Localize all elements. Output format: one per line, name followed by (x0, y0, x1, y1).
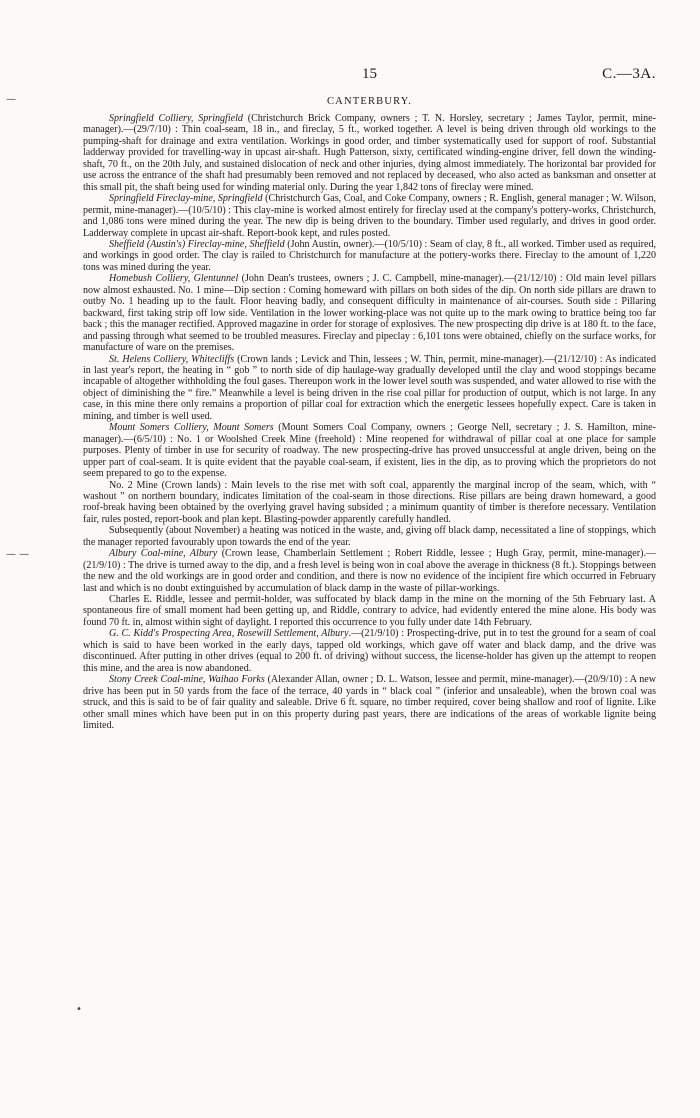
paragraph-title: Mount Somers Colliery, Mount Somers (109, 422, 274, 434)
paragraph (83, 674, 656, 731)
paragraph-text: (Mount Somers Coal Company, owners ; George Nell, secretary ; J. S. Hamilton, mine-manager).—(6/5/10) : No. 1 or Woolshed Creek Mine (freehold) : Mine reopened for withdrawal of pillar coal at one place for sample purposes. Plenty of timber in use for security of roadway. The new prospecting-drive has proved unsuccessful at angle driven, being on the upper part of coal-seam. It is quite evident that the payable coal-seam, if existent, lies in the dip, as to proving which the proprietors do not seem prepared to go to the expense. (83, 422, 656, 480)
page-header (83, 66, 656, 88)
paragraph (83, 422, 656, 479)
paragraph-text: (Christchurch Gas, Coal, and Coke Company, owners ; R. English, general manager ; W. Wilson, permit, mine-manager).—(10/5/10) : This clay-mine is worked almost entirely for fireclay used at the company's pottery-works, Christchurch, and 1,086 tons were mined during the year. The new dip is being driven to the boundary. Timber used regularly, and drives in good order. Ladderway complete in upcast air-shaft. Report-book kept, and rules posted. (83, 193, 656, 239)
paragraph (83, 480, 656, 526)
paragraph-text: (Crown lease, Chamberlain Settlement ; Robert Riddle, lessee ; Hugh Gray, permit, mine-manager).—(21/9/10) : The drive is turned away to the dip, and a fresh level is being won in coal above the average in thickness (8 ft.). Stoppings between the new and the old workings are in good order and condition, and there is now no evidence of the incipient fire which occurred in February last and which is no doubt extinguished by accumulation of black damp in the waste of pillar-workings. (83, 548, 656, 594)
paragraph-title: Springfield Colliery, Springfield (109, 113, 243, 124)
paragraph (83, 193, 656, 239)
paragraph-title: Albury Coal-mine, Albury (109, 548, 218, 560)
paragraph-title: Homebush Colliery, Glentunnel (109, 273, 239, 285)
paragraph-text: (John Austin, owner).—(10/5/10) : Seam of clay, 8 ft., all worked. Timber used as required, and workings in good order. The clay is railed to Christchurch for manufacture at the pottery-works there. Fireclay to the amount of 1,220 tons was mined during the year. (83, 238, 656, 273)
paragraph (83, 239, 656, 273)
paragraph (83, 548, 656, 594)
paragraph (83, 594, 656, 628)
paragraph-text: (Christchurch Brick Company, owners ; T. N. Horsley, secretary ; James Taylor, permit, mine-manager).—(29/7/10) : Thin coal-seam, 18 in., and fireclay, 5 ft., worked together. A level is being driven through old workings to the pumping-shaft for drainage and extra ventilation. Workings in good order, and timber systematically used for support of roof. Substantial ladderway provided for travelling-way in upcast air-shaft. Hugh Patterson, sixty, certificated winding-engine driver, fell down the winding-shaft, 70 ft., on the 20th July, and sustained dislocation of neck and other injuries, dying almost immediately. The horizontal bar provided for use across the entrance of the shaft had presumably been removed and not replaced by deceased, who also acted as banksman and onsetter at this small pit, the shaft being used for winding material only. During the year 1,842 tons of fireclay were mined. (83, 113, 656, 193)
paragraph (83, 525, 656, 548)
margin-mark-middle: — — (6, 549, 30, 560)
margin-mark-top: — (6, 94, 16, 105)
paragraph-text: (Crown lands ; Levick and Thin, lessees ; W. Thin, permit, mine-manager).—(21/12/10) : As indicated in last year's report, the heating in “ gob ” to north side of dip haulage-way gradually developed until the clay and wood stoppings became incapable of altogether withholding the foul gases. Thereupon work in the lower level south was suspended, and water allowed to rise with the object of diminishing the “ fire.” Meanwhile a level is being driven in the rise coal pillar for production of output, which is not large. In any case, in this mine there only remains a proportion of pillar coal for extraction which the energetic lessees hopefully expect. Care is taken in mining, and timber is well used. (83, 353, 656, 422)
paragraph (83, 113, 656, 193)
page-number: 15 (362, 66, 377, 82)
paragraph-title: Stony Creek Coal-mine, Waihao Forks (109, 674, 265, 686)
section-title: CANTERBURY. (326, 96, 413, 107)
paragraph-text: (Alexander Allan, owner ; D. L. Watson, lessee and permit, mine-manager).—(20/9/10) : A new drive has been put in 50 yards from the face of the terrace, 40 yards in “ black coal ” (inferior and unsaleable), when the brown coal was struck, and this is said to be of fair quality and saleable. Drive 6 ft. square, no timber required, cover being shallow and roof of lignite. Like other small mines which have been put in on this property during past years, there are indications of the areas of workable lignite being limited. (83, 674, 656, 732)
paragraph-text: No. 2 Mine (Crown lands) : Main levels to the rise met with soft coal, apparently the marginal incrop of the seam, which, with “ washout ” on northern boundary, indicates limitation of the coal-seam in those directions. Rise pillars are being drawn homeward, a good roof-break having been obtained by the overlying gravel having subsided ; a minimum quantity of timber is therefore necessary. Ventilation fair, rules posted, report-book and plan kept. Blasting-powder apparently carefully handled. (83, 479, 656, 525)
document-page (83, 66, 656, 731)
body-text (83, 113, 656, 731)
paragraph (83, 273, 656, 353)
paragraph-title: Sheffield (Austin's) Fireclay-mine, Sheffield (109, 238, 285, 250)
paragraph-text: Subsequently (about November) a heating was noticed in the waste, and, giving off black damp, necessitated a line of stoppings, which the manager reported favourably upon towards the end of the year. (83, 525, 656, 548)
paragraph-text: (John Dean's trustees, owners ; J. C. Campbell, mine-manager).—(21/12/10) : Old main level pillars now almost exhausted. No. 1 mine—Dip section : Coming homeward with pillars on both sides of the dip. On north side pillars are drawn to outby No. 1 heading up to the fault. Floor heaving badly, and consequent difficulty in maintenance of air-courses. South side : Pillaring backward, first taking strip off low side. Ventilation in the lower working-place was not quite up to the mark owing to brattice being too far back ; this the manager rectified. Approved magazine in order for storage of explosives. The new prospecting dip drive is at 180 ft. to the face, and passing through what seemed to be troubled measures. Fireclay and pipeclay : 6,101 tons were obtained, chiefly on the surface works, for manufacture of ware on the premises. (83, 273, 656, 354)
paragraph (83, 354, 656, 423)
paragraph-title: Springfield Fireclay-mine, Springfield (109, 193, 263, 205)
paragraph-text: .—(21/9/10) : Prospecting-drive, put in to test the ground for a seam of coal which is said to have been worked in the early days, tapped old workings, which gave off water and black damp, and the drive was discontinued. After putting in other drives (equal to 200 ft. of driving) without success, the license-holder has given up the attempt to reopen this mine, and the area is now abandoned. (83, 628, 656, 674)
paragraph (83, 628, 656, 674)
paragraph-title: St. Helens Colliery, Whitecliffs (109, 353, 235, 365)
paragraph-text: Charles E. Riddle, lessee and permit-holder, was suffocated by black damp in the mine on the morning of the 5th February last. A spontaneous fire of small moment had been getting up, and Riddle, contrary to advice, had evidently entered the mine alone. His body was found 70 ft. in, almost within sight of daylight. I reported this occurrence to you fully under date 14th February. (83, 594, 656, 628)
document-reference: C.—3A. (602, 66, 656, 82)
paragraph-title: G. C. Kidd's Prospecting Area, Rosewill Settlement, Albury (109, 628, 349, 640)
margin-mark-bottom: • (76, 1004, 82, 1015)
